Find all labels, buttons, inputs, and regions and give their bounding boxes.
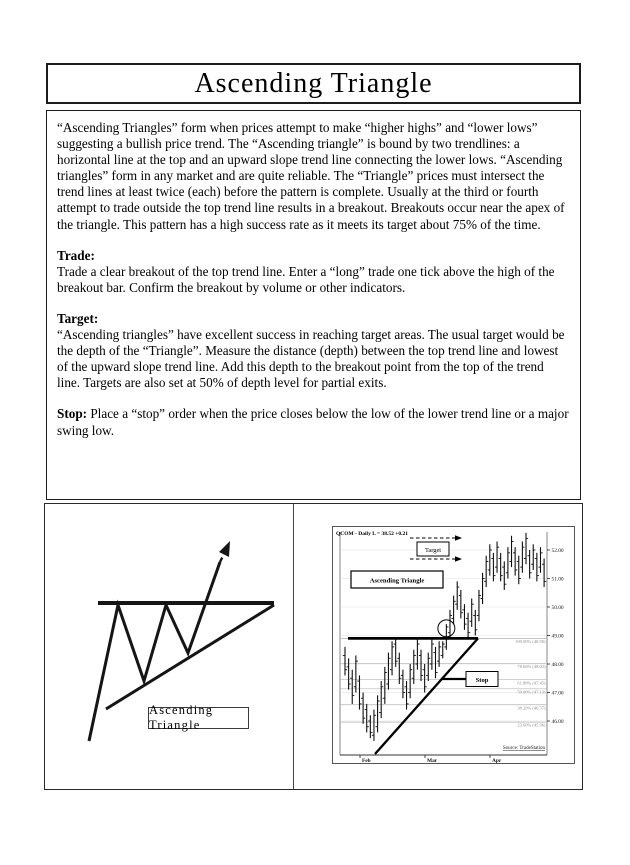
target-label: Target xyxy=(424,546,442,554)
intro-paragraph: “Ascending Triangles” form when prices attempt to make “higher highs” and “lower lows” suggesting a bullish price trend. The “Ascending triangle” is bound by two trendlines: a horizontal line at the top and an upward slope trend line connecting the lower lows. “Ascending triangles” form in any market and are quite reliable. The “Triangle” prices must intersect the trend lines at least twice (each) before the pattern is complete. Usually at the third or fourth attempt to trade outside the top trend line results in a breakout. Breakouts occur near the apex of the triangle. This pattern has a high success rate as it meets its target about 75% of the time. xyxy=(57,120,565,232)
stop-paragraph: Stop: Place a “stop” order when the price closes below the low of the lower trend line or a major swing low. xyxy=(57,406,569,438)
target-paragraph: “Ascending triangles” have excellent success in reaching target areas. The usual target would be the depth of the “Triangle”. Measure the distance (depth) between the top trend line and lowest of the upward slope trend line. Add this depth to the breakout point from the top of the trend line. Targets are also set at 50% of depth level for partial exits. xyxy=(57,327,565,391)
breakout-arrowhead-icon xyxy=(219,541,230,557)
price-axis-label: 51.00 xyxy=(551,576,564,583)
page-title: Ascending Triangle xyxy=(194,67,433,99)
fib-level-label: 78.66% (48.02) xyxy=(517,664,546,670)
fib-level-label: 38.20% (46.57) xyxy=(517,705,546,711)
stop-label: Stop xyxy=(475,677,489,684)
price-axis-label: 48.00 xyxy=(551,662,564,668)
example-chart-panel xyxy=(294,504,582,789)
target-arrowhead-icon xyxy=(455,535,462,541)
price-chart-svg xyxy=(333,527,574,763)
price-axis-label: 50.00 xyxy=(551,605,564,611)
fib-level-label: 23.60% (45.96) xyxy=(517,722,546,728)
price-axis-label: 52.00 xyxy=(551,548,564,554)
diagram-caption-box: Ascending Triangle xyxy=(148,707,249,729)
price-axis-label: 49.00 xyxy=(551,633,564,640)
stop-heading: Stop: xyxy=(57,406,88,422)
x-axis-label: Mar xyxy=(427,757,438,763)
price-axis-label: 47.00 xyxy=(551,690,564,697)
x-axis-label: Apr xyxy=(492,757,502,763)
title-box xyxy=(46,63,581,104)
diagram-trendline xyxy=(106,605,274,709)
price-axis-label: 46.00 xyxy=(551,719,564,725)
support-trendline xyxy=(375,638,478,754)
chart-source: Source: TradeStation xyxy=(502,746,545,751)
target-arrowhead-icon xyxy=(455,556,462,562)
fib-level-label: 100.00% (48.90) xyxy=(515,638,546,644)
figures-box xyxy=(44,503,583,790)
pattern-diagram-svg xyxy=(45,504,294,791)
trade-paragraph: Trade a clear breakout of the top trend line. Enter a “long” trade one tick above the high of the breakout bar. Confirm the breakout by volume or other indicators. xyxy=(57,263,555,295)
pattern-label: Ascending Triangle xyxy=(369,577,425,585)
pattern-diagram-panel xyxy=(45,504,294,789)
target-heading: Target: xyxy=(57,310,99,326)
description-box xyxy=(46,110,581,500)
trade-heading: Trade: xyxy=(57,247,95,263)
x-axis-label: Feb xyxy=(362,757,371,763)
chart-header: QCOM - Daily L = 38.52 +0.21 xyxy=(336,531,408,537)
chart-frame xyxy=(332,526,575,764)
fib-level-label: 50.00% (47.13) xyxy=(517,689,546,695)
fib-level-label: 61.80% (47.45) xyxy=(517,680,546,686)
